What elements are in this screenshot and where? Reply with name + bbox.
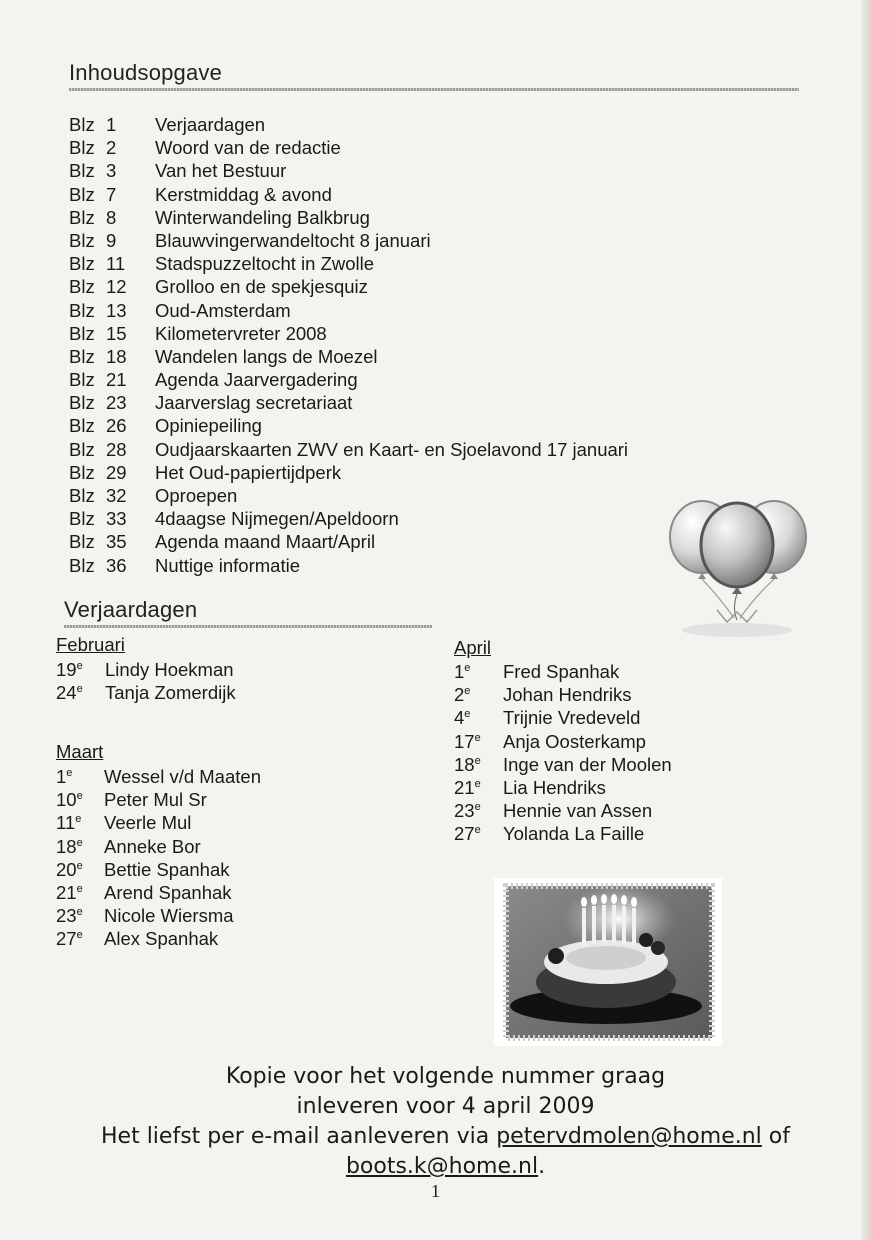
toc-entry-prefix: Blz <box>69 276 95 298</box>
birthday-day-suffix: e <box>474 754 481 767</box>
birthday-day-number: 17 <box>454 730 475 752</box>
birthday-day-number: 24 <box>56 682 77 704</box>
birthday-day-suffix: e <box>474 731 481 744</box>
toc-entry-page: 13 <box>106 299 127 321</box>
birthday-name: Alex Spanhak <box>104 928 219 950</box>
toc-entry-prefix: Blz <box>69 253 95 275</box>
toc-entry-title: Grolloo en de spekjesquiz <box>155 276 368 298</box>
toc-entry-title: Nuttige informatie <box>155 554 300 576</box>
toc-entry-page: 7 <box>106 183 117 205</box>
toc-entry-prefix: Blz <box>69 137 95 159</box>
email-link-boots[interactable]: boots.k@home.nl <box>345 1154 539 1179</box>
toc-entry-page: 8 <box>106 206 117 228</box>
toc-entry-prefix: Blz <box>69 345 95 367</box>
birthday-day-number: 27 <box>56 928 77 950</box>
birthday-day-number: 23 <box>56 905 77 927</box>
birthday-day <box>454 660 470 683</box>
birthday-day-number: 1 <box>454 661 465 682</box>
notice-line-3-prefix: Het liefst per e-mail aanleveren via <box>101 1124 497 1149</box>
birthday-day-suffix: e <box>66 767 73 779</box>
toc-entry-page: 26 <box>106 415 127 437</box>
birthday-name: Yolanda La Faille <box>503 823 645 845</box>
toc-entry-page: 28 <box>106 438 127 460</box>
toc-entry-title: Verjaardagen <box>155 114 266 135</box>
month-march-label: Maart <box>56 741 104 762</box>
toc-entry-title: Agenda Jaarvergadering <box>155 369 358 391</box>
birthday-name: Peter Mul Sr <box>104 789 207 811</box>
birthday-day <box>454 730 481 753</box>
birthday-day-suffix: e <box>76 836 83 849</box>
toc-entry-title: Kilometervreter 2008 <box>155 322 327 344</box>
toc-entry-prefix: Blz <box>69 299 95 321</box>
notice-line-4-suffix: . <box>538 1154 546 1179</box>
toc-entry-prefix: Blz <box>69 508 95 530</box>
birthday-day <box>454 776 481 799</box>
birthday-day-suffix: e <box>464 662 471 674</box>
toc-entry-page: 18 <box>106 345 127 367</box>
notice-line-4 <box>40 1152 851 1182</box>
toc-entry-page: 15 <box>106 322 127 344</box>
birthday-day <box>56 681 83 704</box>
birthdays-title: Verjaardagen <box>64 597 198 622</box>
toc-title-rule <box>69 88 799 91</box>
birthday-day-suffix: e <box>76 929 83 942</box>
toc-entry-title: Wandelen langs de Moezel <box>155 345 378 367</box>
birthday-day-number: 11 <box>56 812 76 834</box>
birthday-day-number: 19 <box>56 659 77 680</box>
birthday-day-suffix: e <box>474 801 481 814</box>
birthday-day-number: 23 <box>454 800 475 822</box>
toc-entry-page: 33 <box>106 508 127 530</box>
submission-notice <box>40 1062 851 1182</box>
birthday-name: Hennie van Assen <box>503 800 653 822</box>
birthday-day <box>454 753 481 776</box>
toc-entry-title: Opiniepeiling <box>155 415 262 437</box>
toc-entry-title: Agenda maand Maart/April <box>155 531 376 553</box>
toc-entry-title: Woord van de redactie <box>155 137 341 159</box>
toc-entry-title: Stadspuzzeltocht in Zwolle <box>155 253 375 275</box>
toc-entry-page: 9 <box>106 229 117 251</box>
toc-entry-prefix: Blz <box>69 531 95 553</box>
birthdays-title-rule <box>64 625 432 628</box>
toc-entry-page: 12 <box>106 276 127 298</box>
birthday-day-suffix: e <box>76 882 83 895</box>
toc-entry-page: 32 <box>106 485 127 506</box>
toc-entry-prefix: Blz <box>69 415 95 437</box>
notice-line-3 <box>40 1122 851 1152</box>
birthday-day <box>56 881 83 904</box>
birthday-day <box>56 788 83 811</box>
birthday-day <box>454 822 481 845</box>
page-edge-shadow <box>861 0 871 1240</box>
birthday-day <box>56 765 72 788</box>
birthday-name: Trijnie Vredeveld <box>503 707 641 729</box>
birthday-day-number: 21 <box>56 881 77 903</box>
toc-entry-title: Van het Bestuur <box>155 160 287 182</box>
birthday-day-suffix: e <box>474 824 481 837</box>
toc-entry-prefix: Blz <box>69 438 95 460</box>
toc-entry-title: Oudjaarskaarten ZWV en Kaart- en Sjoelavond 17 januari <box>155 438 629 460</box>
notice-line-3-suffix: of <box>761 1124 790 1149</box>
birthday-day-number: 18 <box>56 835 77 857</box>
birthday-day-number: 1 <box>56 766 67 787</box>
birthday-day-suffix: e <box>464 708 471 721</box>
birthday-day <box>56 835 83 858</box>
toc-entry-page: 29 <box>106 461 127 483</box>
birthday-name: Wessel v/d Maaten <box>104 766 261 787</box>
toc-entry-prefix: Blz <box>69 369 95 391</box>
toc-entry-title: Oud-Amsterdam <box>155 299 291 321</box>
birthday-day-number: 20 <box>56 858 77 880</box>
birthday-name: Johan Hendriks <box>503 684 632 706</box>
birthday-day-suffix: e <box>76 683 83 696</box>
birthday-day-number: 4 <box>454 707 465 729</box>
toc-entry-prefix: Blz <box>69 183 95 205</box>
toc-entry-prefix: Blz <box>69 554 95 576</box>
birthday-day <box>56 658 83 681</box>
notice-line-1: Kopie voor het volgende nummer graag <box>225 1064 666 1089</box>
birthday-name: Lindy Hoekman <box>105 659 234 680</box>
toc-entry-prefix: Blz <box>69 322 95 344</box>
birthday-name: Bettie Spanhak <box>104 858 230 880</box>
birthday-day-number: 18 <box>454 753 475 775</box>
toc-entry-title: Jaarverslag secretariaat <box>155 392 353 414</box>
toc-entry-title: Winterwandeling Balkbrug <box>155 206 370 228</box>
birthday-name: Nicole Wiersma <box>104 905 234 927</box>
birthday-name: Anneke Bor <box>104 835 201 857</box>
toc-entry-prefix: Blz <box>69 206 95 228</box>
toc-entry-prefix: Blz <box>69 160 95 182</box>
toc-entry-page: 3 <box>106 160 117 182</box>
email-link-petervdmolen[interactable]: petervdmolen@home.nl <box>496 1124 762 1149</box>
birthday-day-suffix: e <box>474 777 481 790</box>
birthday-day-suffix: e <box>75 813 82 826</box>
notice-line-2: inleveren voor 4 april 2009 <box>296 1094 595 1119</box>
birthday-day <box>454 706 470 729</box>
birthday-day-number: 27 <box>454 823 475 845</box>
toc-entry-title: Oproepen <box>155 485 238 506</box>
birthday-day-suffix: e <box>76 859 83 872</box>
birthday-day-suffix: e <box>76 660 83 672</box>
birthday-day-suffix: e <box>464 685 471 698</box>
balloons-icon <box>662 490 812 640</box>
toc-entry-title: Het Oud-papiertijdperk <box>155 461 342 483</box>
page-number: 1 <box>431 1181 440 1201</box>
birthday-day <box>56 811 81 834</box>
toc-entry-page: 21 <box>106 369 127 391</box>
toc-entry-prefix: Blz <box>69 461 95 483</box>
toc-entry-page: 35 <box>106 531 127 553</box>
birthday-cake-photo <box>494 878 722 1046</box>
birthday-name: Anja Oosterkamp <box>503 730 646 752</box>
toc-entry-prefix: Blz <box>69 392 95 414</box>
birthday-day-number: 10 <box>56 789 77 811</box>
birthday-day <box>454 683 470 706</box>
birthday-day <box>56 858 83 881</box>
birthday-name: Fred Spanhak <box>503 661 620 682</box>
birthday-day-number: 2 <box>454 684 465 706</box>
toc-entry-prefix: Blz <box>69 114 95 135</box>
birthday-name: Veerle Mul <box>104 812 192 834</box>
month-april-label: April <box>454 637 492 658</box>
toc-entry-page: 23 <box>106 392 127 414</box>
toc-entry-page: 2 <box>106 137 117 159</box>
toc-entry-title: Kerstmiddag & avond <box>155 183 332 205</box>
birthday-name: Arend Spanhak <box>104 881 232 903</box>
month-february-label: Februari <box>56 634 125 655</box>
birthday-day-suffix: e <box>76 906 83 919</box>
birthday-day <box>56 927 83 950</box>
toc-entry-prefix: Blz <box>69 229 95 251</box>
birthday-name: Tanja Zomerdijk <box>105 682 236 704</box>
toc-entry-title: 4daagse Nijmegen/Apeldoorn <box>155 508 399 530</box>
toc-entry-title: Blauwvingerwandeltocht 8 januari <box>155 229 431 251</box>
toc-entry-page: 36 <box>106 554 127 576</box>
toc-entry-page: 11 <box>106 253 126 275</box>
toc-title: Inhoudsopgave <box>69 60 223 85</box>
birthday-name: Inge van der Moolen <box>503 753 672 775</box>
birthday-day-number: 21 <box>454 776 475 798</box>
toc-entry-page: 1 <box>106 114 117 135</box>
birthday-day <box>454 799 481 822</box>
birthday-day-suffix: e <box>76 790 83 803</box>
birthday-name: Lia Hendriks <box>503 776 606 798</box>
birthday-day <box>56 904 83 927</box>
toc-entry-prefix: Blz <box>69 485 95 506</box>
